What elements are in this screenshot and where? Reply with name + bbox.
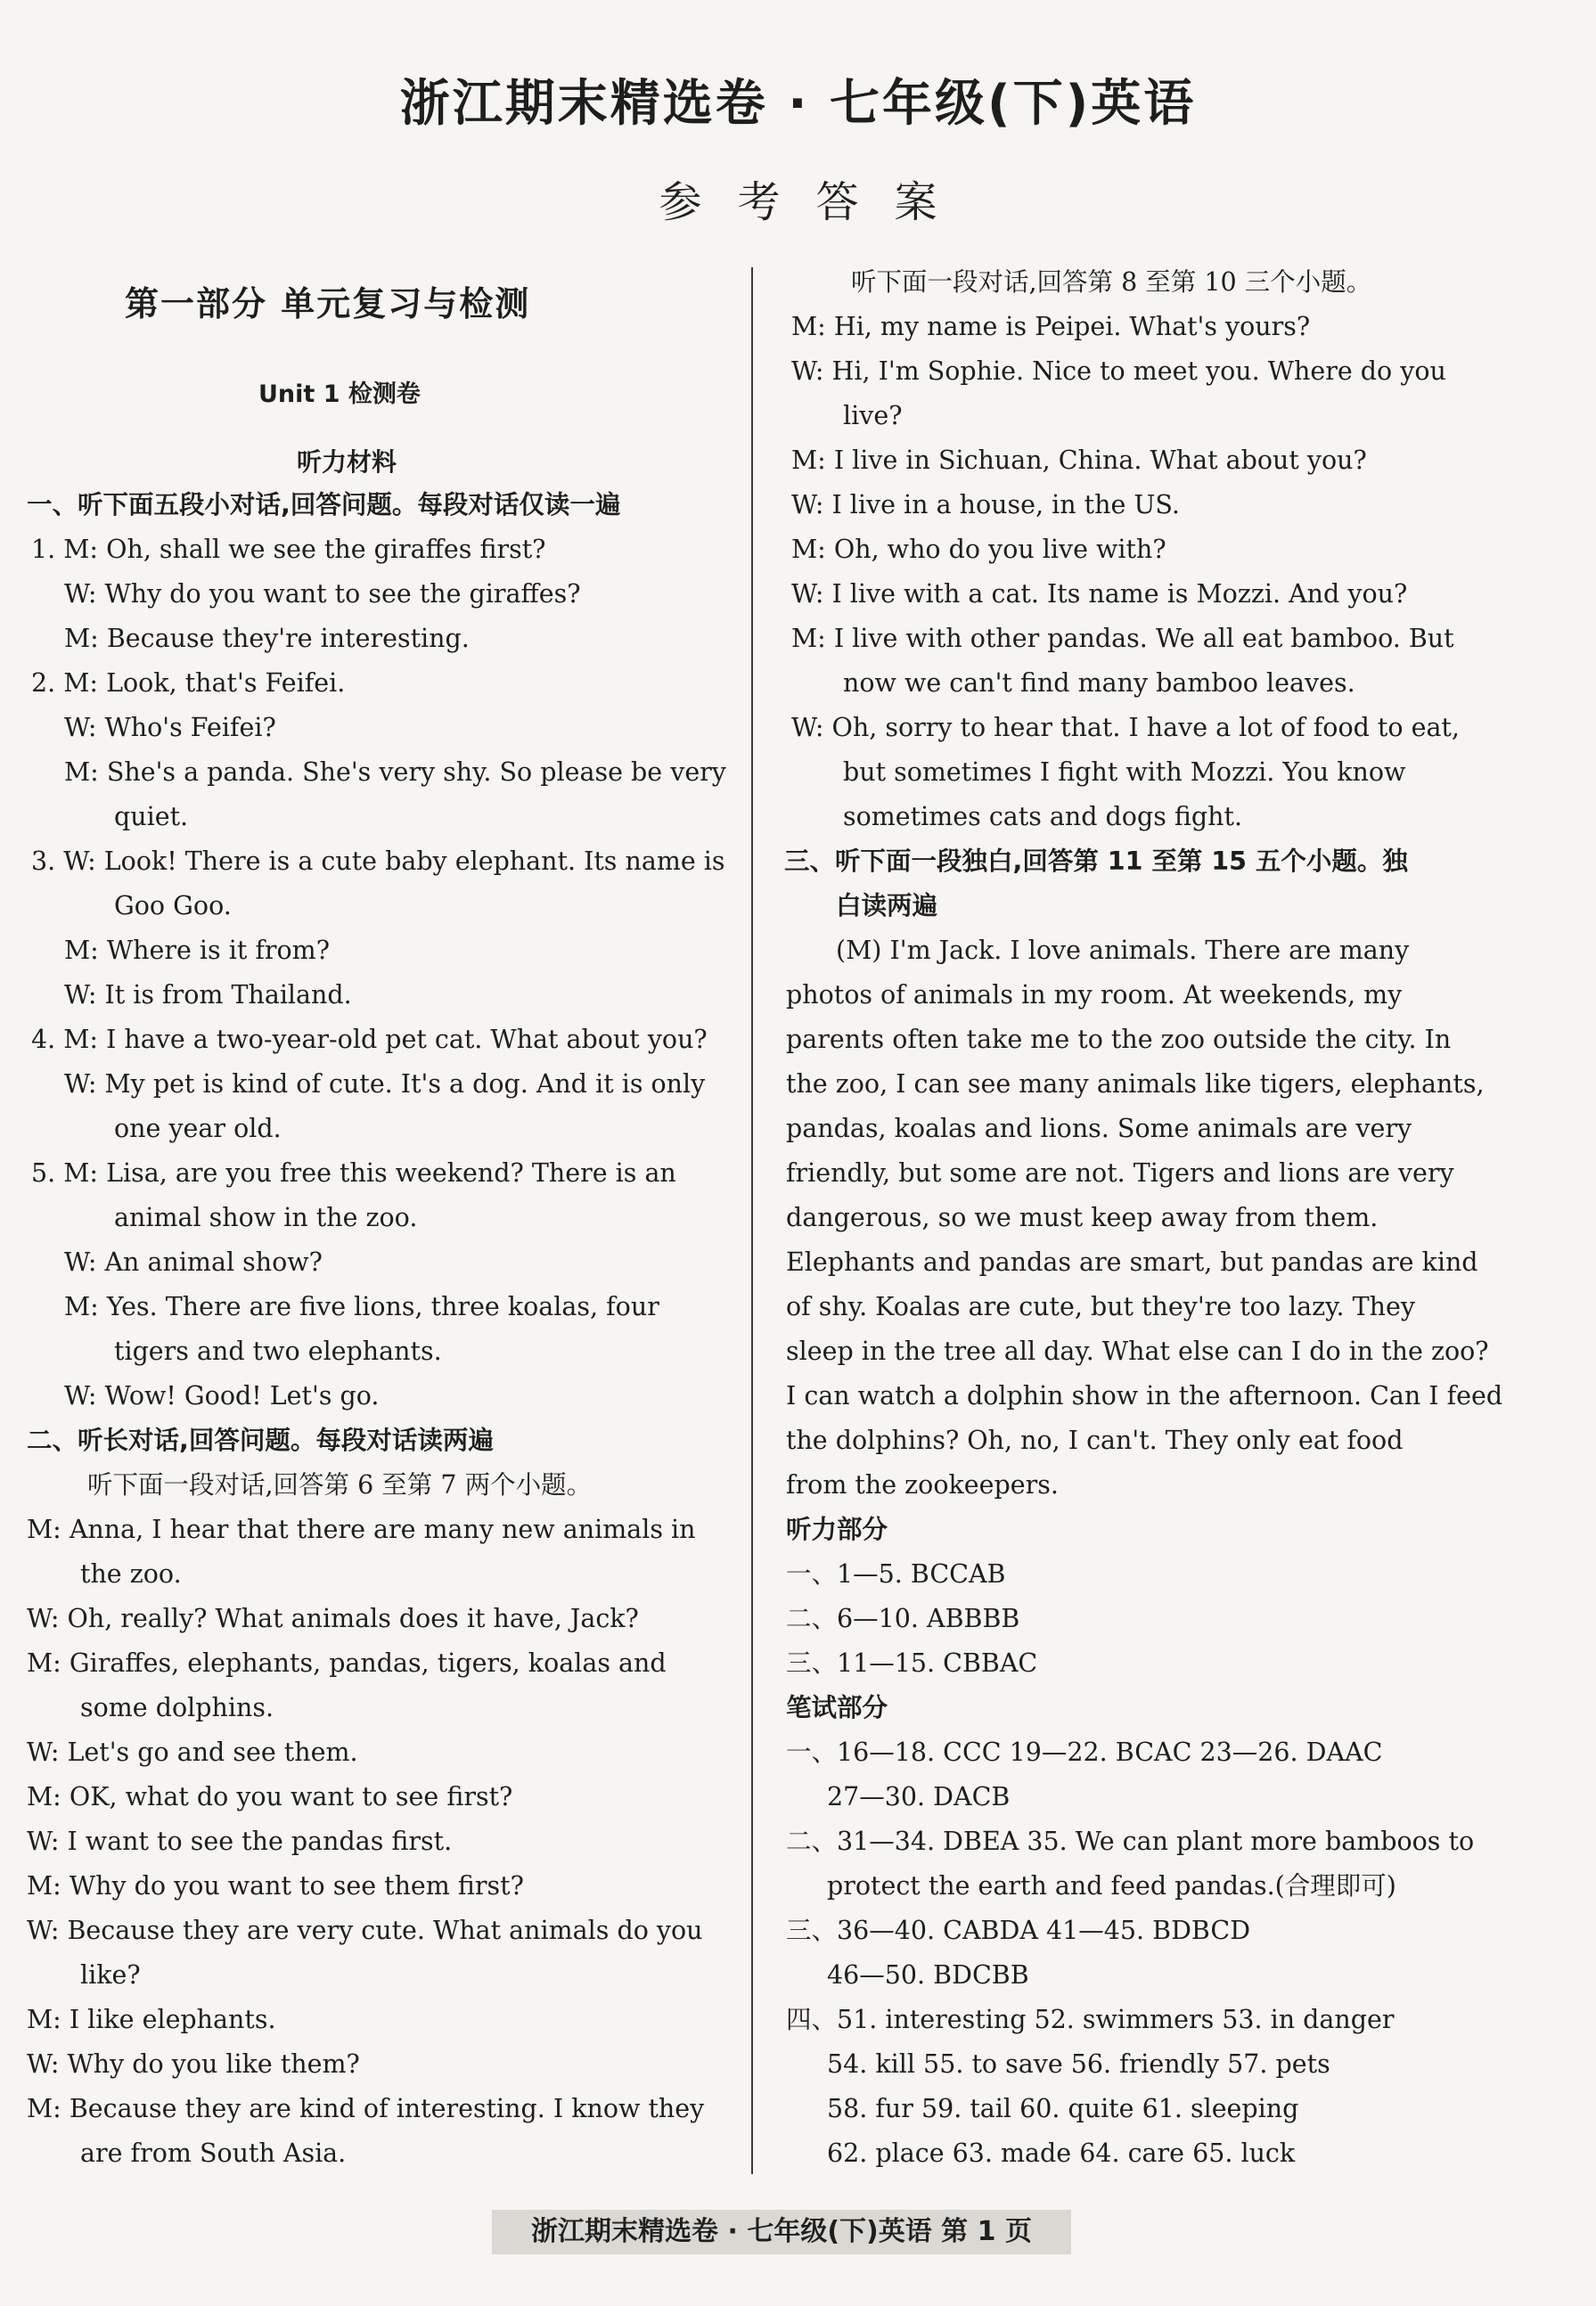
dialogue-line: 4. M: I have a two-year-old pet cat. What about you? [31, 1025, 708, 1054]
dialogue-line: M: Hi, my name is Peipei. What's yours? [791, 312, 1311, 341]
answer-section-heading: 笔试部分 [786, 1693, 888, 1722]
unit-title: Unit 1 检测卷 [258, 380, 421, 408]
dialogue-line: W: Wow! Good! Let's go. [64, 1381, 380, 1411]
instruction-line: 听下面一段对话,回答第 8 至第 10 三个小题。 [851, 267, 1372, 297]
dialogue-line: animal show in the zoo. [114, 1203, 418, 1232]
dialogue-line: M: Where is it from? [64, 936, 330, 965]
monologue-line: (M) I'm Jack. I love animals. There are many [836, 936, 1410, 965]
dialogue-line: like? [80, 1960, 141, 1990]
question-heading: 二、听长对话,回答问题。每段对话读两遍 [27, 1426, 494, 1455]
dialogue-line: W: Hi, I'm Sophie. Nice to meet you. Where do you [791, 356, 1446, 386]
dialogue-line: M: She's a panda. She's very shy. So please be very [64, 757, 726, 787]
dialogue-line: 2. M: Look, that's Feifei. [31, 668, 346, 698]
answer-line: 27—30. DACB [827, 1782, 1011, 1811]
dialogue-line: M: Oh, who do you live with? [791, 535, 1166, 564]
dialogue-line: 3. W: Look! There is a cute baby elephant. Its name is [31, 846, 725, 876]
dialogue-line: W: Oh, really? What animals does it have, Jack? [27, 1604, 639, 1633]
monologue-line: Elephants and pandas are smart, but pandas are kind [786, 1247, 1478, 1277]
dialogue-line: W: Who's Feifei? [64, 713, 276, 742]
question-heading: 白读两遍 [836, 891, 938, 920]
dialogue-line: W: Because they are very cute. What animals do you [27, 1916, 703, 1945]
monologue-line: dangerous, so we must keep away from them. [786, 1203, 1379, 1232]
dialogue-line: W: An animal show? [64, 1247, 323, 1277]
dialogue-line: W: It is from Thailand. [64, 980, 352, 1010]
monologue-line: I can watch a dolphin show in the afternoon. Can I feed [786, 1381, 1503, 1411]
page-footer: 浙江期末精选卷 · 七年级(下)英语 第 1 页 [492, 2210, 1071, 2254]
dialogue-line: W: Why do you want to see the giraffes? [64, 579, 581, 609]
dialogue-line: now we can't find many bamboo leaves. [843, 668, 1355, 698]
monologue-line: photos of animals in my room. At weekends, my [786, 980, 1403, 1010]
dialogue-line: live? [843, 401, 903, 430]
column-divider [751, 267, 753, 2174]
dialogue-line: the zoo. [80, 1559, 182, 1589]
answer-line: 四、51. interesting 52. swimmers 53. in danger [786, 2005, 1395, 2034]
dialogue-line: one year old. [114, 1114, 282, 1143]
dialogue-line: W: Oh, sorry to hear that. I have a lot of food to eat, [791, 713, 1460, 742]
dialogue-line: 1. M: Oh, shall we see the giraffes first? [31, 535, 546, 564]
dialogue-line: 5. M: Lisa, are you free this weekend? There is an [31, 1158, 676, 1188]
dialogue-line: are from South Asia. [80, 2138, 347, 2168]
dialogue-line: M: Because they are kind of interesting. I know they [27, 2094, 705, 2123]
monologue-line: friendly, but some are not. Tigers and lions are very [786, 1158, 1454, 1188]
answer-line: 62. place 63. made 64. care 65. luck [827, 2138, 1296, 2168]
dialogue-line: M: OK, what do you want to see first? [27, 1782, 513, 1811]
answer-line: 一、16—18. CCC 19—22. BCAC 23—26. DAAC [786, 1738, 1383, 1767]
dialogue-line: M: Because they're interesting. [64, 624, 470, 653]
part-title: 第一部分 单元复习与检测 [125, 284, 531, 323]
dialogue-line: M: Why do you want to see them first? [27, 1871, 524, 1901]
dialogue-line: W: I want to see the pandas first. [27, 1827, 453, 1856]
answer-line: 三、36—40. CABDA 41—45. BDBCD [786, 1916, 1251, 1945]
dialogue-line: W: I live in a house, in the US. [791, 490, 1180, 519]
dialogue-line: but sometimes I fight with Mozzi. You know [843, 757, 1406, 787]
answer-line: 58. fur 59. tail 60. quite 61. sleeping [827, 2094, 1299, 2123]
dialogue-line: W: Why do you like them? [27, 2049, 360, 2079]
dialogue-line: M: I live in Sichuan, China. What about you? [791, 446, 1367, 475]
monologue-line: the dolphins? Oh, no, I can't. They only eat food [786, 1426, 1404, 1455]
answer-line: protect the earth and feed pandas.(合理即可) [827, 1871, 1396, 1901]
dialogue-line: Goo Goo. [114, 891, 232, 920]
dialogue-line: tigers and two elephants. [114, 1337, 442, 1366]
answer-line: 二、6—10. ABBBB [786, 1604, 1020, 1633]
dialogue-line: M: I live with other pandas. We all eat bamboo. But [791, 624, 1454, 653]
monologue-line: from the zookeepers. [786, 1470, 1059, 1500]
dialogue-line: W: I live with a cat. Its name is Mozzi. And you? [791, 579, 1408, 609]
monologue-line: pandas, koalas and lions. Some animals are very [786, 1114, 1412, 1143]
dialogue-line: sometimes cats and dogs fight. [843, 802, 1243, 831]
question-heading: 一、听下面五段小对话,回答问题。每段对话仅读一遍 [27, 490, 621, 519]
monologue-line: the zoo, I can see many animals like tigers, elephants, [786, 1069, 1485, 1099]
instruction-line: 听下面一段对话,回答第 6 至第 7 两个小题。 [87, 1470, 593, 1500]
monologue-line: of shy. Koalas are cute, but they're too lazy. They [786, 1292, 1415, 1321]
answer-line: 三、11—15. CBBAC [786, 1648, 1038, 1678]
answer-line: 46—50. BDCBB [827, 1960, 1029, 1990]
monologue-line: parents often take me to the zoo outside the city. In [786, 1025, 1452, 1054]
listening-heading: 听力材料 [297, 447, 397, 477]
dialogue-line: W: Let's go and see them. [27, 1738, 358, 1767]
monologue-line: sleep in the tree all day. What else can I do in the zoo? [786, 1337, 1489, 1366]
answer-line: 二、31—34. DBEA 35. We can plant more bamboos to [786, 1827, 1475, 1856]
answer-line: 一、1—5. BCCAB [786, 1559, 1006, 1589]
page-title: 浙江期末精选卷 · 七年级(下)英语 [399, 75, 1197, 133]
dialogue-line: W: My pet is kind of cute. It's a dog. And it is only [64, 1069, 706, 1099]
answer-line: 54. kill 55. to save 56. friendly 57. pets [827, 2049, 1330, 2079]
dialogue-line: M: Giraffes, elephants, pandas, tigers, koalas and [27, 1648, 667, 1678]
dialogue-line: M: Anna, I hear that there are many new animals in [27, 1515, 696, 1544]
question-heading: 三、听下面一段独白,回答第 11 至第 15 五个小题。独 [784, 846, 1408, 876]
answer-section-heading: 听力部分 [786, 1515, 888, 1544]
dialogue-line: some dolphins. [80, 1693, 274, 1722]
dialogue-line: quiet. [114, 802, 189, 831]
page-subtitle: 参考答案 [659, 177, 973, 227]
dialogue-line: M: Yes. There are five lions, three koalas, four [64, 1292, 659, 1321]
dialogue-line: M: I like elephants. [27, 2005, 276, 2034]
